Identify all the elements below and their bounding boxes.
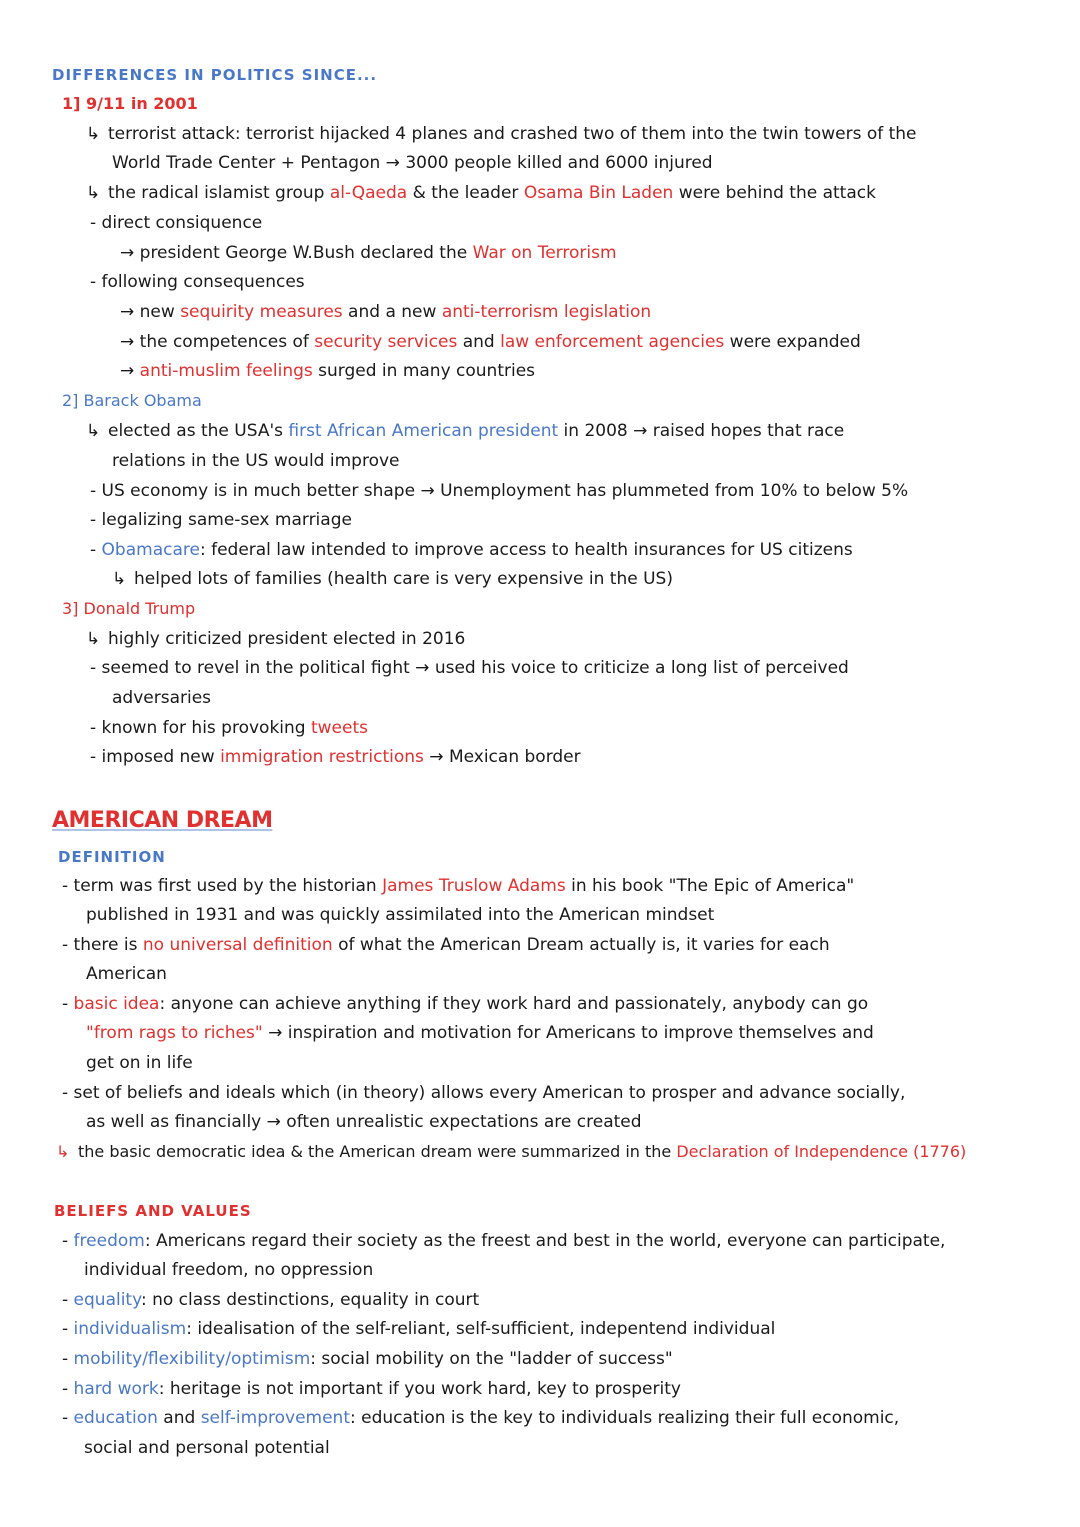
text-line: social and personal potential <box>84 1438 330 1458</box>
text-line: → anti-muslim feelings surged in many countries <box>120 361 536 381</box>
text-line: - imposed new immigration restrictions → Mexican border <box>90 747 581 767</box>
text-line: - set of beliefs and ideals which (in theory) allows every American to prosper and advance socially, <box>62 1083 906 1103</box>
text-line: ↳ the basic democratic idea & the American dream were summarized in the Declaration of Independence (1776) <box>56 1142 967 1161</box>
text-line: as well as financially → often unrealistic expectations are created <box>86 1112 642 1132</box>
text-line: - Obamacare: federal law intended to improve access to health insurances for US citizens <box>90 540 853 560</box>
arrow-hook-icon: ↳ <box>56 1142 70 1161</box>
text-line: - direct consiquence <box>90 213 263 233</box>
heading-beliefs-values: BELIEFS AND VALUES <box>54 1202 252 1220</box>
text-line: published in 1931 and was quickly assimilated into the American mindset <box>86 905 715 925</box>
text-line: American <box>86 964 167 984</box>
text-line: "from rags to riches" → inspiration and motivation for Americans to improve themselves and <box>86 1023 874 1043</box>
text-line: - term was first used by the historian James Truslow Adams in his book "The Epic of America" <box>62 876 855 896</box>
text-line: ↳ elected as the USA's first African American president in 2008 → raised hopes that race <box>86 421 845 441</box>
heading-911: 1] 9/11 in 2001 <box>62 94 198 113</box>
text-line: ↳ highly criticized president elected in 2016 <box>86 629 466 649</box>
text-line: relations in the US would improve <box>112 451 400 471</box>
list-item: - freedom: Americans regard their society as the freest and best in the world, everyone can participate, <box>62 1231 946 1251</box>
list-item: - equality: no class destinctions, equality in court <box>62 1290 480 1310</box>
arrow-hook-icon: ↳ <box>86 183 101 203</box>
arrow-hook-icon: ↳ <box>112 569 127 589</box>
section-title-american-dream: AMERICAN DREAM <box>52 808 273 833</box>
text-line: - following consequences <box>90 272 305 292</box>
text-line: - basic idea: anyone can achieve anything if they work hard and passionately, anybody can go <box>62 994 869 1014</box>
text-line: adversaries <box>112 688 212 708</box>
arrow-hook-icon: ↳ <box>86 421 101 441</box>
text-line: - legalizing same-sex marriage <box>90 510 352 530</box>
text-line: - known for his provoking tweets <box>90 718 368 738</box>
arrow-hook-icon: ↳ <box>86 629 101 649</box>
heading-definition: DEFINITION <box>58 848 166 866</box>
text-line: → president George W.Bush declared the War on Terrorism <box>120 243 617 263</box>
heading-obama: 2] Barack Obama <box>62 391 202 410</box>
text-line: - seemed to revel in the political fight → used his voice to criticize a long list of perceived <box>90 658 849 678</box>
text-line: → the competences of security services and law enforcement agencies were expanded <box>120 332 861 352</box>
heading-trump: 3] Donald Trump <box>62 599 196 618</box>
text-line: ↳ helped lots of families (health care is very expensive in the US) <box>112 569 673 589</box>
section-title-politics: DIFFERENCES IN POLITICS SINCE... <box>52 66 378 84</box>
text-line: → new sequirity measures and a new anti-terrorism legislation <box>120 302 652 322</box>
list-item: - individualism: idealisation of the self-reliant, self-sufficient, indepentend individual <box>62 1319 776 1339</box>
arrow-hook-icon: ↳ <box>86 124 101 144</box>
text-line: - there is no universal definition of what the American Dream actually is, it varies for each <box>62 935 830 955</box>
text-line: individual freedom, no oppression <box>84 1260 374 1280</box>
list-item: - hard work: heritage is not important if you work hard, key to prosperity <box>62 1379 681 1399</box>
text-line: ↳ the radical islamist group al-Qaeda & the leader Osama Bin Laden were behind the attack <box>86 183 876 203</box>
list-item: - mobility/flexibility/optimism: social mobility on the "ladder of success" <box>62 1349 673 1369</box>
list-item: - education and self-improvement: education is the key to individuals realizing their full economic, <box>62 1408 900 1428</box>
text-line: ↳ terrorist attack: terrorist hijacked 4 planes and crashed two of them into the twin towers of the <box>86 124 917 144</box>
text-line: - US economy is in much better shape → Unemployment has plummeted from 10% to below 5% <box>90 481 909 501</box>
text-line: get on in life <box>86 1053 193 1073</box>
text-line: World Trade Center + Pentagon → 3000 people killed and 6000 injured <box>112 153 713 173</box>
